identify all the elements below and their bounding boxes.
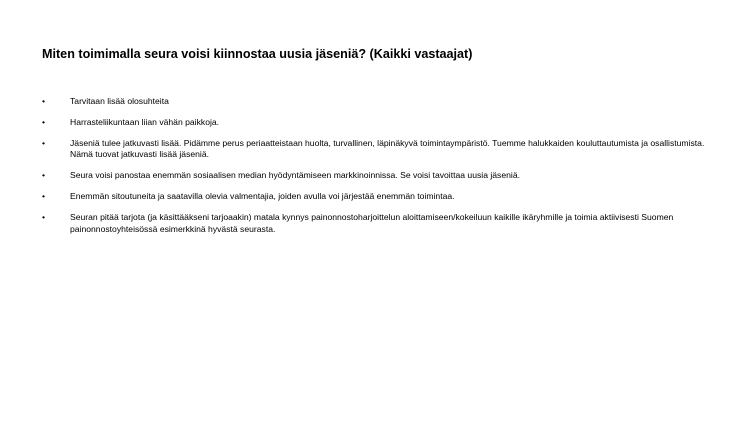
bullet-item <box>42 170 712 181</box>
bullet-item <box>42 96 712 107</box>
bullet-text: Enemmän sitoutuneita ja saatavilla olevia valmentajia, joiden avulla voi järjestää enemmän toimintaa. <box>70 191 455 202</box>
bullet-item <box>42 138 712 161</box>
slide-title: Miten toimimalla seura voisi kiinnostaa uusia jäseniä? (Kaikki vastaajat) <box>42 47 473 61</box>
bullet-text: Harrasteliikuntaan liian vähän paikkoja. <box>70 117 220 127</box>
bullet-dot-icon: • <box>42 138 46 148</box>
bullet-dot-icon: • <box>42 170 46 181</box>
bullet-text: Tarvitaan lisää olosuhteita <box>70 96 169 106</box>
bullet-dot-icon: • <box>42 117 46 127</box>
bullet-text: Seura voisi panostaa enemmän sosiaalisen median hyödyntämiseen markkinoinnissa. Se voisi tavoittaa uusia jäseniä. <box>70 170 520 181</box>
bullet-dot-icon: • <box>42 212 46 223</box>
bullet-dot-icon: • <box>42 191 46 202</box>
bullet-item <box>42 191 712 202</box>
bullet-item <box>42 212 712 235</box>
bullet-list <box>42 96 712 245</box>
bullet-dot-icon: • <box>42 96 46 106</box>
bullet-item <box>42 117 712 128</box>
bullet-text: Jäseniä tulee jatkuvasti lisää. Pidämme perus periaatteistaan huolta, turvallinen, läpinäkyvä toimintaympäristö. Tuemme halukkaiden kouluttautumista ja osallistumista. Nämä tuovat jatkuvasti lisää jäseniä. <box>70 138 705 160</box>
bullet-text: Seuran pitää tarjota (ja käsittääkseni tarjoaakin) matala kynnys painonnostoharjoittelun aloittamiseen/kokeiluun kaikille ikäryhmille ja toimia aktiivisesti Suomen painonnostoyhteisössä esimerkkinä hyvästä seurasta. <box>70 212 674 234</box>
